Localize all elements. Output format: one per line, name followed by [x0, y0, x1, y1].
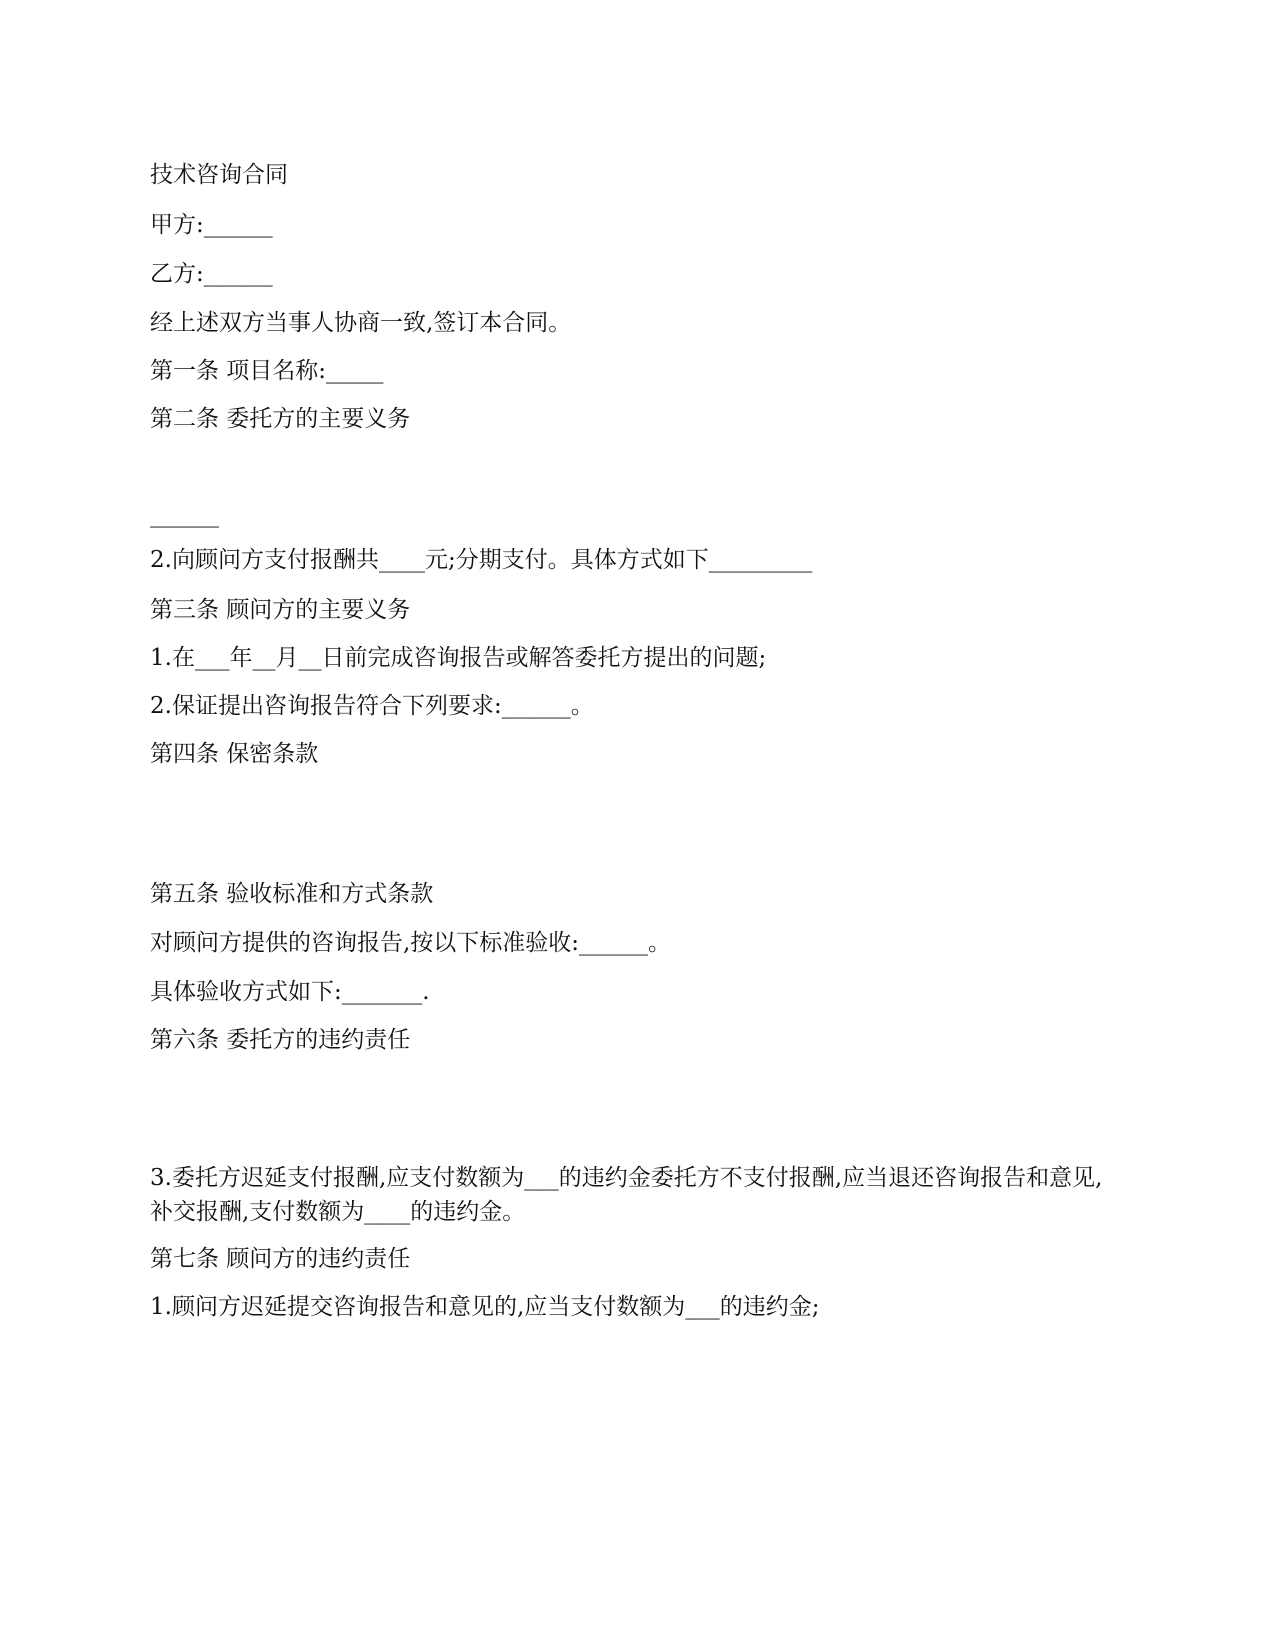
article-2-heading: 第二条 委托方的主要义务: [150, 406, 411, 432]
article-7-item-1: 1.顾问方迟延提交咨询报告和意见的,应当支付数额为___的违约金;: [150, 1294, 820, 1320]
article-3-heading: 第三条 顾问方的主要义务: [150, 597, 411, 623]
party-a-line: 甲方:______: [150, 212, 273, 238]
article-4-heading: 第四条 保密条款: [150, 741, 319, 767]
article-7-heading: 第七条 顾问方的违约责任: [150, 1246, 411, 1272]
article-1-heading: 第一条 项目名称:_____: [150, 358, 384, 384]
article-5-paragraph-1: 对顾问方提供的咨询报告,按以下标准验收:______。: [150, 930, 672, 956]
article-6-heading: 第六条 委托方的违约责任: [150, 1027, 411, 1053]
article-3-item-2: 2.保证提出咨询报告符合下列要求:______。: [150, 693, 594, 719]
article-2-item-2: 2.向顾问方支付报酬共____元;分期支付。具体方式如下_________: [150, 547, 813, 573]
contract-title: 技术咨询合同: [150, 162, 288, 188]
article-3-item-1: 1.在___年__月__日前完成咨询报告或解答委托方提出的问题;: [150, 645, 767, 671]
article-5-heading: 第五条 验收标准和方式条款: [150, 881, 434, 907]
article-2-blank-line: ______: [150, 502, 219, 528]
party-b-line: 乙方:______: [150, 261, 273, 287]
article-5-paragraph-2: 具体验收方式如下:_______.: [150, 979, 430, 1005]
article-6-item-3: 3.委托方迟延支付报酬,应支付数额为___的违约金委托方不支付报酬,应当退还咨询报告和意见,补交报酬,支付数额为____的违约金。: [150, 1165, 1103, 1225]
intro-paragraph: 经上述双方当事人协商一致,签订本合同。: [150, 310, 572, 336]
